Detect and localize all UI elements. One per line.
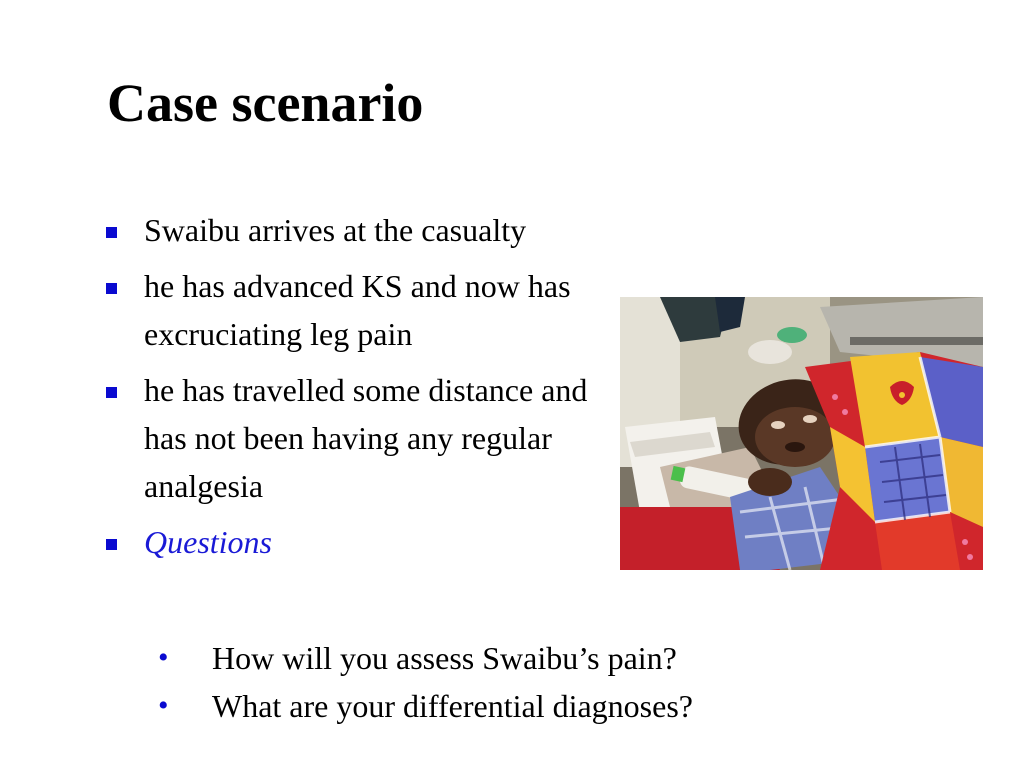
bullet-text: Swaibu arrives at the casualty [144,212,527,248]
square-bullet-icon [106,227,117,238]
round-bullet-icon: • [158,641,169,674]
bullet-item [100,262,624,358]
square-bullet-icon [106,539,117,550]
square-bullet-icon [106,387,117,398]
bullet-text: he has advanced KS and now has excruciating leg pain [144,268,571,352]
questions-heading: Questions [144,524,272,560]
question-item [156,634,693,682]
question-text: How will you assess Swaibu’s pain? [212,640,677,676]
bullet-list [100,206,620,574]
bullet-item [100,518,624,566]
bullet-text: he has travelled some distance and has not been having any regular analgesia [144,372,588,504]
question-list [156,634,693,730]
bullet-item [100,206,544,254]
round-bullet-icon: • [158,689,169,722]
square-bullet-icon [106,283,117,294]
patient-photo [620,297,983,570]
question-item [156,682,693,730]
question-text: What are your differential diagnoses? [212,688,693,724]
slide-title: Case scenario [107,73,424,133]
bullet-item [100,366,624,510]
